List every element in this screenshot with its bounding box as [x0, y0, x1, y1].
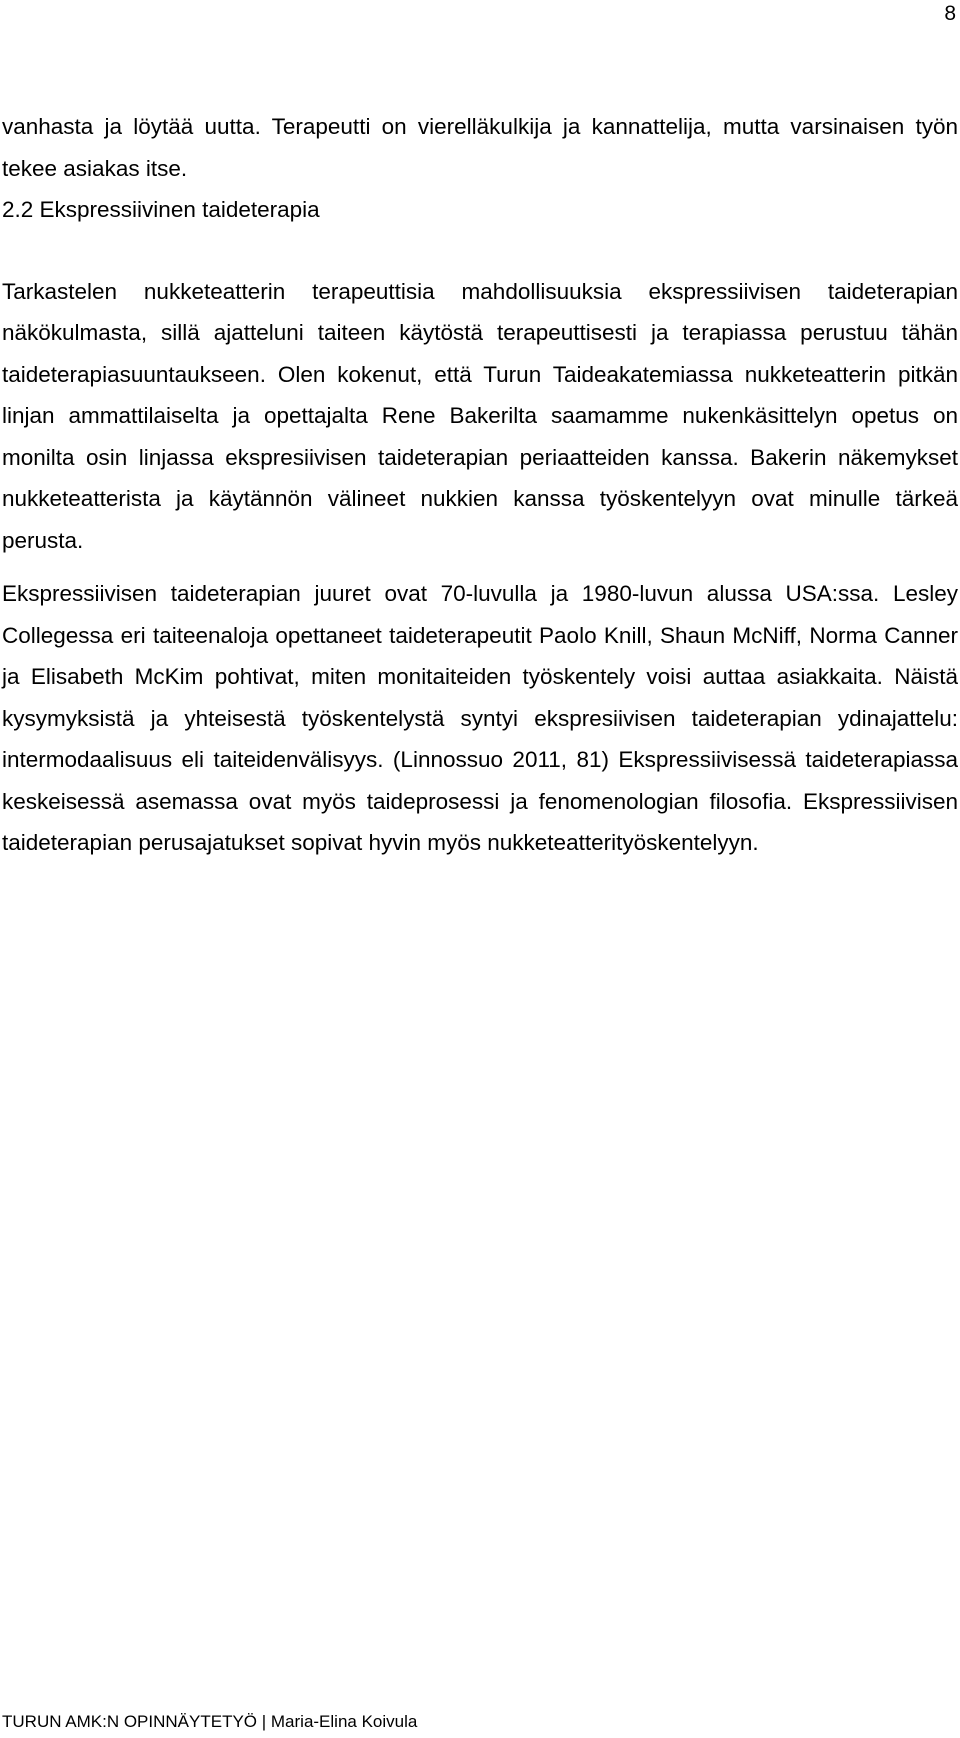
section-heading: 2.2 Ekspressiivinen taideterapia: [2, 197, 320, 222]
page-footer: TURUN AMK:N OPINNÄYTETYÖ | Maria-Elina Koivula: [2, 1712, 418, 1731]
page-number: 8: [944, 2, 956, 25]
body-paragraph-2: Ekspressiivisen taideterapian juuret ovat 70-luvulla ja 1980-luvun alussa USA:ssa. Lesley Collegessa eri taiteenaloja opettaneet taideterapeutit Paolo Knill, Shaun McNiff, Norma Canner ja Elisabeth McKim pohtivat, miten monitaiteiden työskentely voisi auttaa asiakkaita. Näistä kysymyksistä ja yhteisestä työskentelystä syntyi ekspresiivisen taideterapian ydinajattelu: intermodaalisuus eli taiteidenvälisyys. (Linnossuo 2011, 81) Ekspressiivisessä taideterapiassa keskeisessä asemassa ovat myös taideprosessi ja fenomenologian filosofia. Ekspressiivisen taideterapian perusajatukset sopivat hyvin myös nukketeatterityöskentelyyn.: [2, 581, 958, 855]
intro-paragraph: vanhasta ja löytää uutta. Terapeutti on vierelläkulkija ja kannattelija, mutta varsinaisen työn tekee asiakas itse.: [2, 114, 958, 181]
document-body: [2, 106, 958, 864]
body-paragraph-1: Tarkastelen nukketeatterin terapeuttisia mahdollisuuksia ekspressiivisen taideterapian näkökulmasta, sillä ajatteluni taiteen käytöstä terapeuttisesti ja terapiassa perustuu tähän taideterapiasuuntaukseen. Olen kokenut, että Turun Taideakatemiassa nukketeatterin pitkän linjan ammattilaiselta ja opettajalta Rene Bakerilta saamamme nukenkäsittelyn opetus on monilta osin linjassa ekspresiivisen taideterapian periaatteiden kanssa. Bakerin näkemykset nukketeatterista ja käytännön välineet nukkien kanssa työskentelyyn ovat minulle tärkeä perusta.: [2, 278, 958, 553]
